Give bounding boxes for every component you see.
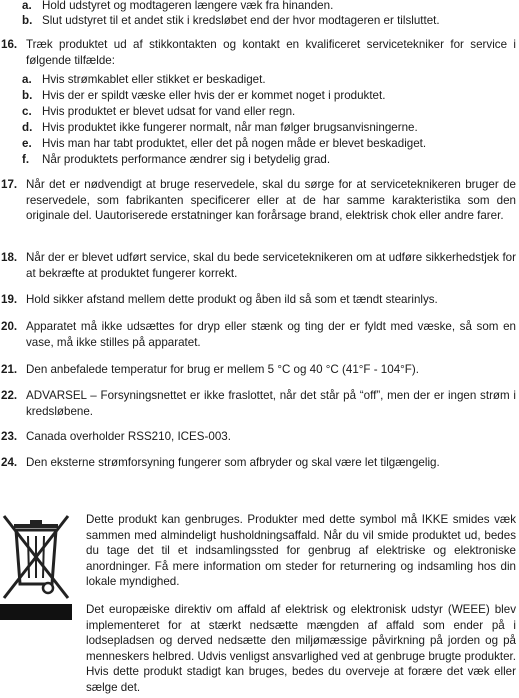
numbered-item-24 — [0, 455, 519, 471]
item-letter: b. — [22, 14, 33, 27]
item-number: 16. — [1, 38, 18, 51]
item-number: 21. — [1, 363, 18, 376]
item-text: Træk produktet ud af stikkontakten og kontakt en kvalificeret servicetekniker for service i følgende tilfælde: — [26, 38, 516, 67]
item-text: Når produktets performance ændrer sig i betydelig grad. — [42, 153, 331, 166]
item-text: Hvis strømkablet eller stikket er beskadiget. — [42, 73, 266, 86]
item-text: Hold udstyret og modtageren længere væk fra hinanden. — [42, 0, 334, 12]
list-item — [22, 13, 516, 29]
list-item — [22, 88, 516, 104]
item-number: 23. — [1, 430, 18, 443]
item-number: 24. — [1, 456, 18, 469]
item-text: Når det er nødvendigt at bruge reservedele, skal du sørge for at serviceteknikeren bruger de reservedele, som fabrikanten specificerer eller at de har samme karakteristika som den originale del. Uautoriserede erstatninger kan forårsage brand, elektrisk chok eller andre farer. — [26, 178, 516, 222]
item-text: Når der er blevet udført service, skal du bede serviceteknikeren om at udføre sikkerhedstjek for at bekræfte at produktet fungerer korrekt. — [26, 251, 516, 280]
numbered-item-20 — [0, 319, 519, 350]
numbered-item-21 — [0, 362, 519, 378]
item-letter: d. — [22, 121, 33, 134]
item-letter: f. — [22, 153, 30, 166]
item-text: Den anbefalede temperatur for brug er mellem 5 °C og 40 °C (41°F - 104°F). — [26, 363, 419, 376]
item-text: Hvis der er spildt væske eller hvis der er kommet noget i produktet. — [42, 89, 386, 102]
item-number: 22. — [1, 389, 18, 402]
item-text: Canada overholder RSS210, ICES-003. — [26, 430, 231, 443]
item-letter: b. — [22, 89, 33, 102]
list-item — [22, 136, 516, 152]
item-text: Hvis produktet er blevet udsat for vand eller regn. — [42, 105, 296, 118]
list-item — [22, 104, 516, 120]
item-letter: a. — [22, 73, 32, 86]
item-text: Hvis man har tabt produktet, eller det på nogen måde er blevet beskadiget. — [42, 137, 427, 150]
item-text: Hold sikker afstand mellem dette produkt og åben ild så som et tændt stearinlys. — [26, 293, 438, 306]
weee-paragraph: Det europæiske direktiv om affald af elektrisk og elektronisk udstyr (WEEE) blev implementeret for at stærkt nedsætte mængden af affald som ender på i lodsepladsen og derved nedsætte den miljømæssige påvirkning på jorden og på menneskers helbred. Udvis venligst ansvarlighed ved at genbruge brugte produkter. Hvis dette produkt stadigt kan bruges, bedes du overveje at forære det væk eller sælge det. — [86, 603, 516, 694]
numbered-item-16 — [0, 37, 519, 68]
item-letter: a. — [22, 0, 32, 12]
item-number: 19. — [1, 293, 18, 306]
numbered-item-22 — [0, 388, 519, 419]
item-number: 17. — [1, 178, 18, 191]
list-item — [22, 0, 516, 14]
item-text: Den eksterne strømforsyning fungerer som afbryder og skal være let tilgængelig. — [26, 456, 440, 469]
item-text: Hvis produktet ikke fungerer normalt, når man følger brugsanvisningerne. — [42, 121, 418, 134]
numbered-item-19 — [0, 292, 519, 308]
weee-black-bar — [0, 604, 72, 620]
item-number: 20. — [1, 320, 18, 333]
numbered-item-23 — [0, 429, 519, 445]
item-text: Apparatet må ikke udsættes for dryp eller stænk og ting der er fyldt med væske, så som en vase, må ikke stilles på apparatet. — [26, 320, 516, 349]
list-item — [22, 72, 516, 88]
numbered-item-18 — [0, 250, 519, 281]
list-item — [22, 152, 516, 168]
numbered-item-17 — [0, 177, 519, 224]
item-text: Slut udstyret til et andet stik i kredsløbet end der hvor modtageren er tilsluttet. — [42, 14, 440, 27]
recycle-paragraph: Dette produkt kan genbruges. Produkter med dette symbol må IKKE smides væk sammen med almindeligt husholdningsaffald. Når du vil smide produktet ud, bedes du tage det til et indsamlingssted for genbrug af elektriske og elektroniske anordninger. Få mere information om steder for returnering og indsamling hos din lokale myndighed. — [86, 513, 516, 588]
item-letter: c. — [22, 105, 32, 118]
item-letter: e. — [22, 137, 32, 150]
crossed-out-wheelie-bin-icon — [0, 512, 72, 602]
item-number: 18. — [1, 251, 18, 264]
list-item — [22, 120, 516, 136]
item-text: ADVARSEL – Forsyningsnettet er ikke fraslottet, når det står på “off”, men der er ingen strøm i kredsløbene. — [26, 389, 516, 418]
